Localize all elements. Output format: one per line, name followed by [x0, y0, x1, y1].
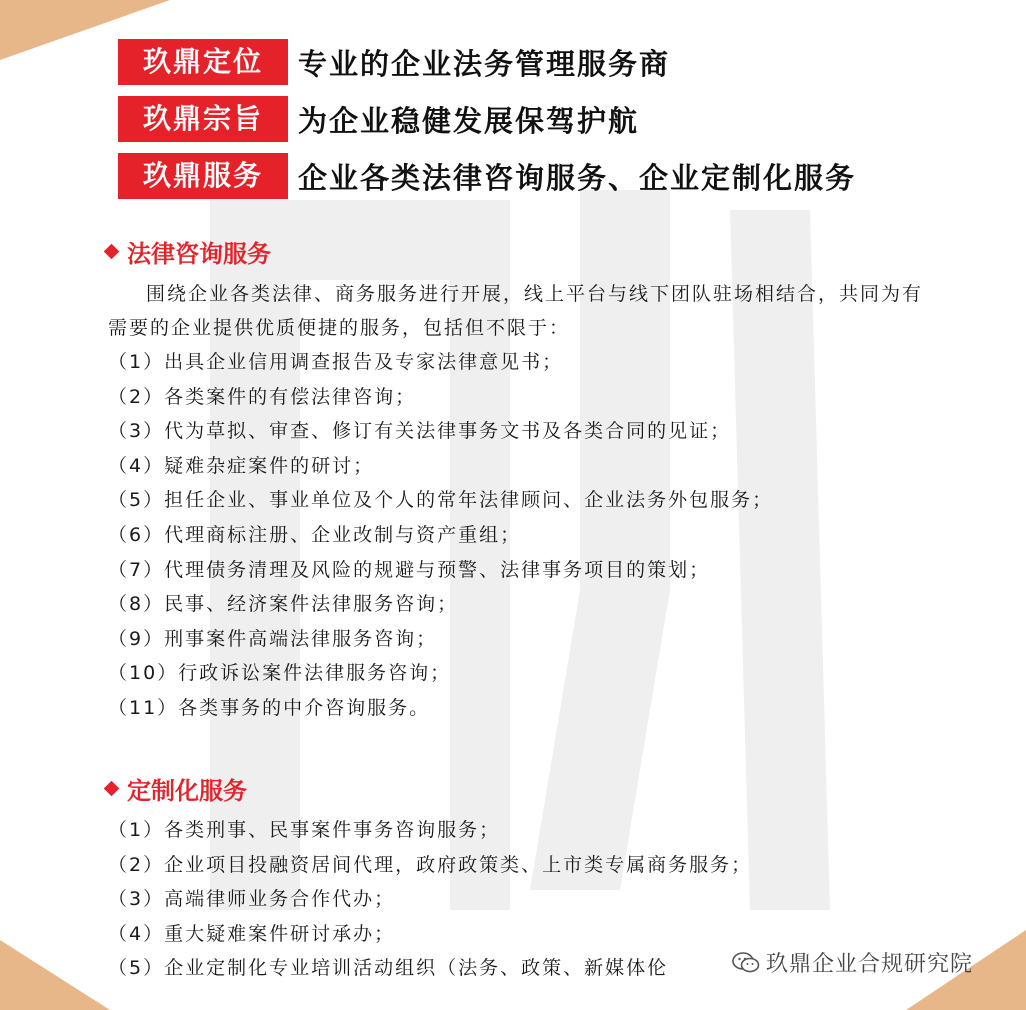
- diamond-bullet-icon: [104, 781, 120, 797]
- purpose-tag: 玖鼎宗旨: [118, 96, 288, 142]
- services-text: 企业各类法律咨询服务、企业定制化服务: [298, 160, 857, 195]
- legal-items-list: [108, 345, 773, 726]
- header-row-positioning: [118, 38, 670, 86]
- custom-items-list: [108, 813, 752, 986]
- list-item: （5）担任企业、事业单位及个人的常年法律顾问、企业法务外包服务；: [108, 489, 774, 512]
- list-item: （4）疑难杂症案件的研讨；: [108, 454, 375, 477]
- custom-section-title: [106, 771, 247, 806]
- brand-name: 玖鼎企业合规研究院: [766, 952, 974, 977]
- list-item: （2）企业项目投融资居间代理，政府政策类、上市类专属商务服务；: [108, 853, 753, 876]
- legal-section-title: [106, 234, 271, 269]
- header-row-services: [118, 152, 856, 200]
- list-item: （6）代理商标注册、企业改制与资产重组；: [108, 523, 522, 546]
- list-item: （2）各类案件的有偿法律咨询；: [108, 385, 417, 408]
- legal-intro-text: 围绕企业各类法律、商务服务进行开展，线上平台与线下团队驻场相结合，共同为有需要的企业提供优质便捷的服务，包括但不限于：: [108, 283, 924, 339]
- purpose-text: 为企业稳健发展保驾护航: [298, 103, 640, 138]
- list-item: （1）出具企业信用调查报告及专家法律意见书；: [108, 351, 564, 373]
- positioning-tag: 玖鼎定位: [118, 39, 288, 85]
- list-item: （9）刑事案件高端法律服务咨询；: [108, 627, 438, 650]
- list-item: （5）企业定制化专业培训活动组织（法务、政策、新媒体伦: [108, 957, 669, 980]
- list-item: （11）各类事务的中介咨询服务。: [108, 696, 431, 719]
- list-item: （3）高端律师业务合作代办；: [108, 888, 396, 911]
- list-item: （7）代理债务清理及风险的规避与预警、法律事务项目的策划；: [108, 558, 711, 581]
- list-item: （3）代为草拟、审查、修订有关法律事务文书及各类合同的见证；: [108, 420, 732, 443]
- corner-decoration-bottom-left: [0, 940, 110, 1010]
- diamond-bullet-icon: [104, 244, 120, 260]
- list-item: （4）重大疑难案件研讨承办；: [108, 922, 396, 945]
- list-item: （10）行政诉讼案件法律服务咨询；: [108, 662, 452, 685]
- list-item: （1）各类刑事、民事案件事务咨询服务；: [108, 819, 501, 841]
- positioning-text: 专业的企业法务管理服务商: [298, 46, 671, 81]
- list-item: （8）民事、经济案件法律服务咨询；: [108, 593, 459, 616]
- brand-watermark: [732, 947, 973, 978]
- services-tag: 玖鼎服务: [118, 153, 288, 199]
- legal-intro: [108, 277, 928, 345]
- custom-section-title-text: 定制化服务: [127, 777, 247, 805]
- legal-section-title-text: 法律咨询服务: [127, 240, 271, 268]
- wechat-icon: [732, 949, 760, 977]
- header-row-purpose: [118, 95, 639, 143]
